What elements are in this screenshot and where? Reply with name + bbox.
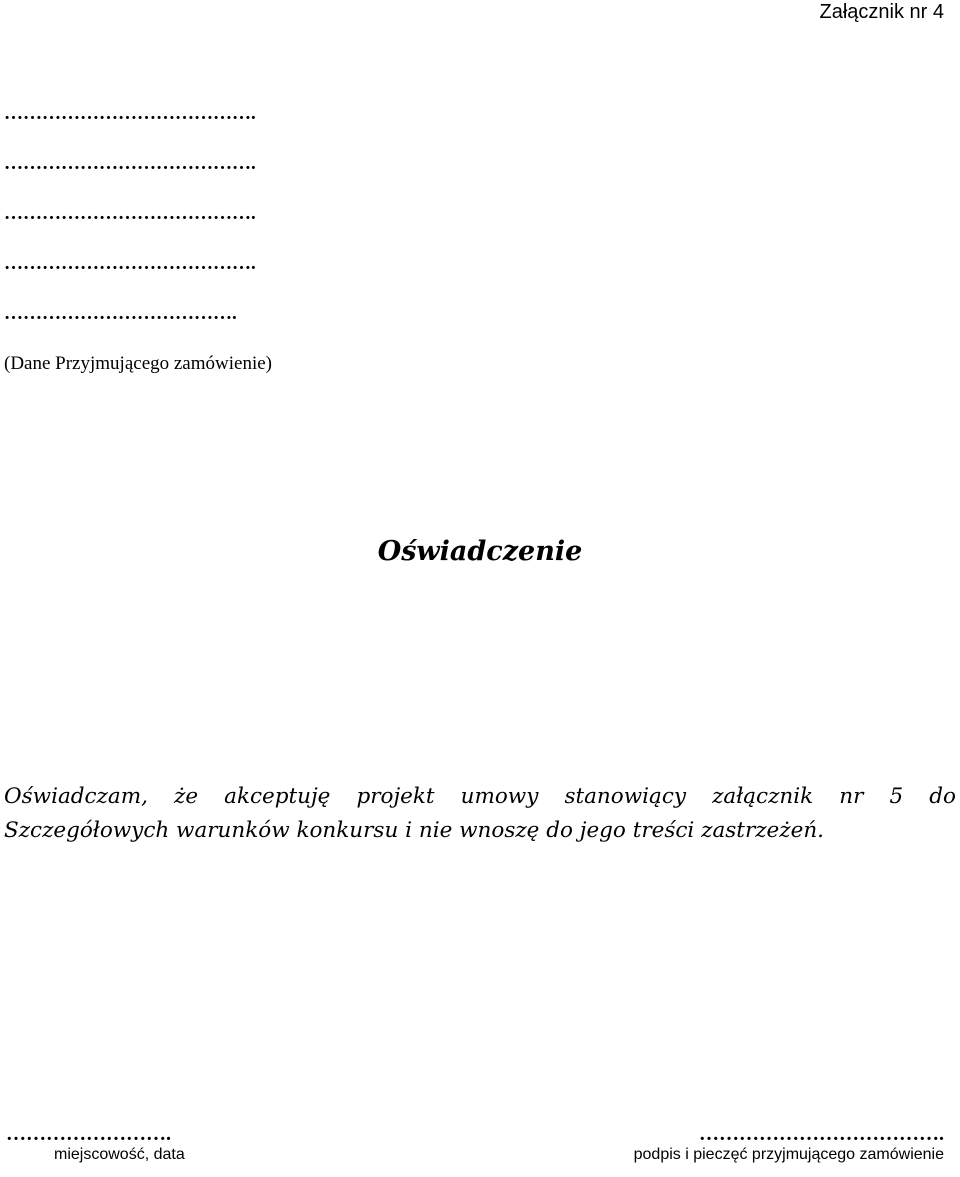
dotted-line: …………………………………. — [4, 153, 256, 174]
statement-word: projekt — [356, 784, 435, 809]
statement-word: umowy — [460, 784, 539, 809]
statement-line-2: Szczegółowych warunków konkursu i nie wnoszę do jego treści zastrzeżeń. — [4, 818, 825, 843]
attachment-number: Załącznik nr 4 — [819, 1, 944, 23]
statement-word: załącznik — [712, 784, 814, 809]
statement-word: nr — [839, 784, 864, 809]
place-date-label: miejscowość, data — [54, 1146, 185, 1163]
contractor-data-lines — [4, 104, 256, 354]
statement-word: akceptuję — [224, 784, 331, 809]
signature-stamp-block — [624, 1124, 944, 1166]
dotted-line: …………………………………. — [4, 203, 256, 224]
place-date-signature-block — [4, 1124, 244, 1166]
statement-word: Oświadczam, — [4, 784, 148, 809]
signature-stamp-label: podpis i pieczęć przyjmującego zamówienie — [633, 1146, 944, 1163]
dotted-line: ………………………………. — [4, 303, 237, 324]
dotted-line: …………………………………. — [4, 253, 256, 274]
statement-word: stanowiący — [564, 784, 687, 809]
statement-word: że — [174, 784, 199, 809]
document-title: Oświadczenie — [377, 536, 583, 567]
dotted-line: …………………………………. — [4, 103, 256, 124]
place-date-dotted-line: ……………………. — [6, 1123, 171, 1145]
signature-dotted-line: ………………………………. — [699, 1123, 944, 1145]
statement-word: 5 — [889, 784, 904, 809]
statement-word: do — [929, 784, 956, 809]
statement-paragraph — [4, 780, 956, 848]
statement-line-1 — [4, 780, 956, 814]
contractor-data-label: (Dane Przyjmującego zamówienie) — [4, 353, 272, 374]
